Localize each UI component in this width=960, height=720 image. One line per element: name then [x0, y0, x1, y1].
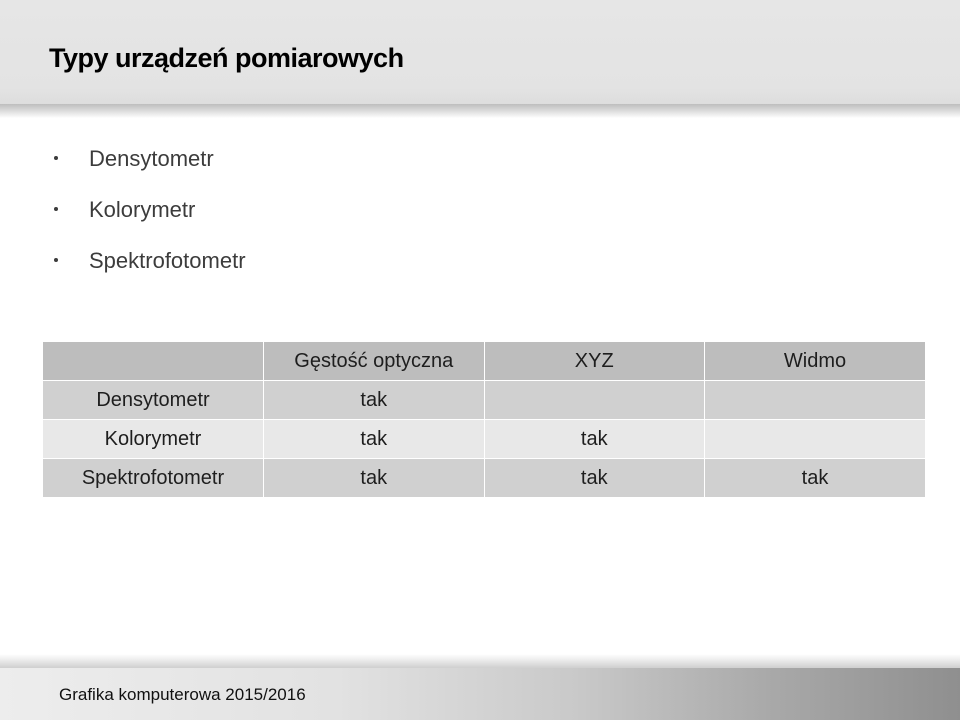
- table-cell: tak: [484, 420, 705, 459]
- title-bar-shadow: [0, 104, 960, 118]
- table-row: [43, 459, 925, 498]
- table-row: [43, 420, 925, 459]
- table-cell: [705, 420, 926, 459]
- bullet-dot-icon: [54, 258, 58, 262]
- table-cell: [484, 381, 705, 420]
- table-cell: tak: [264, 381, 485, 420]
- bullet-text: Densytometr: [89, 146, 214, 171]
- table-row-label: Kolorymetr: [43, 420, 264, 459]
- table-cell: tak: [484, 459, 705, 498]
- table-header-row: [43, 342, 925, 381]
- footer-shadow: [0, 654, 960, 668]
- bullet-text: Kolorymetr: [89, 197, 196, 222]
- footer-text: Grafika komputerowa 2015/2016: [59, 685, 306, 704]
- table-header-cell: Widmo: [705, 342, 926, 381]
- table-row-label: Spektrofotometr: [43, 459, 264, 498]
- table-header-cell: Gęstość optyczna: [264, 342, 485, 381]
- bullet-text: Spektrofotometr: [89, 248, 246, 273]
- table-header-cell: [43, 342, 264, 381]
- bullet-dot-icon: [54, 207, 58, 211]
- table-cell: tak: [705, 459, 926, 498]
- table-cell: tak: [264, 420, 485, 459]
- table-row: [43, 381, 925, 420]
- slide-title: Typy urządzeń pomiarowych: [49, 43, 404, 73]
- comparison-table: [43, 342, 925, 498]
- table-header-cell: XYZ: [484, 342, 705, 381]
- table-cell: [705, 381, 926, 420]
- bullet-dot-icon: [54, 156, 58, 160]
- table-row-label: Densytometr: [43, 381, 264, 420]
- table-cell: tak: [264, 459, 485, 498]
